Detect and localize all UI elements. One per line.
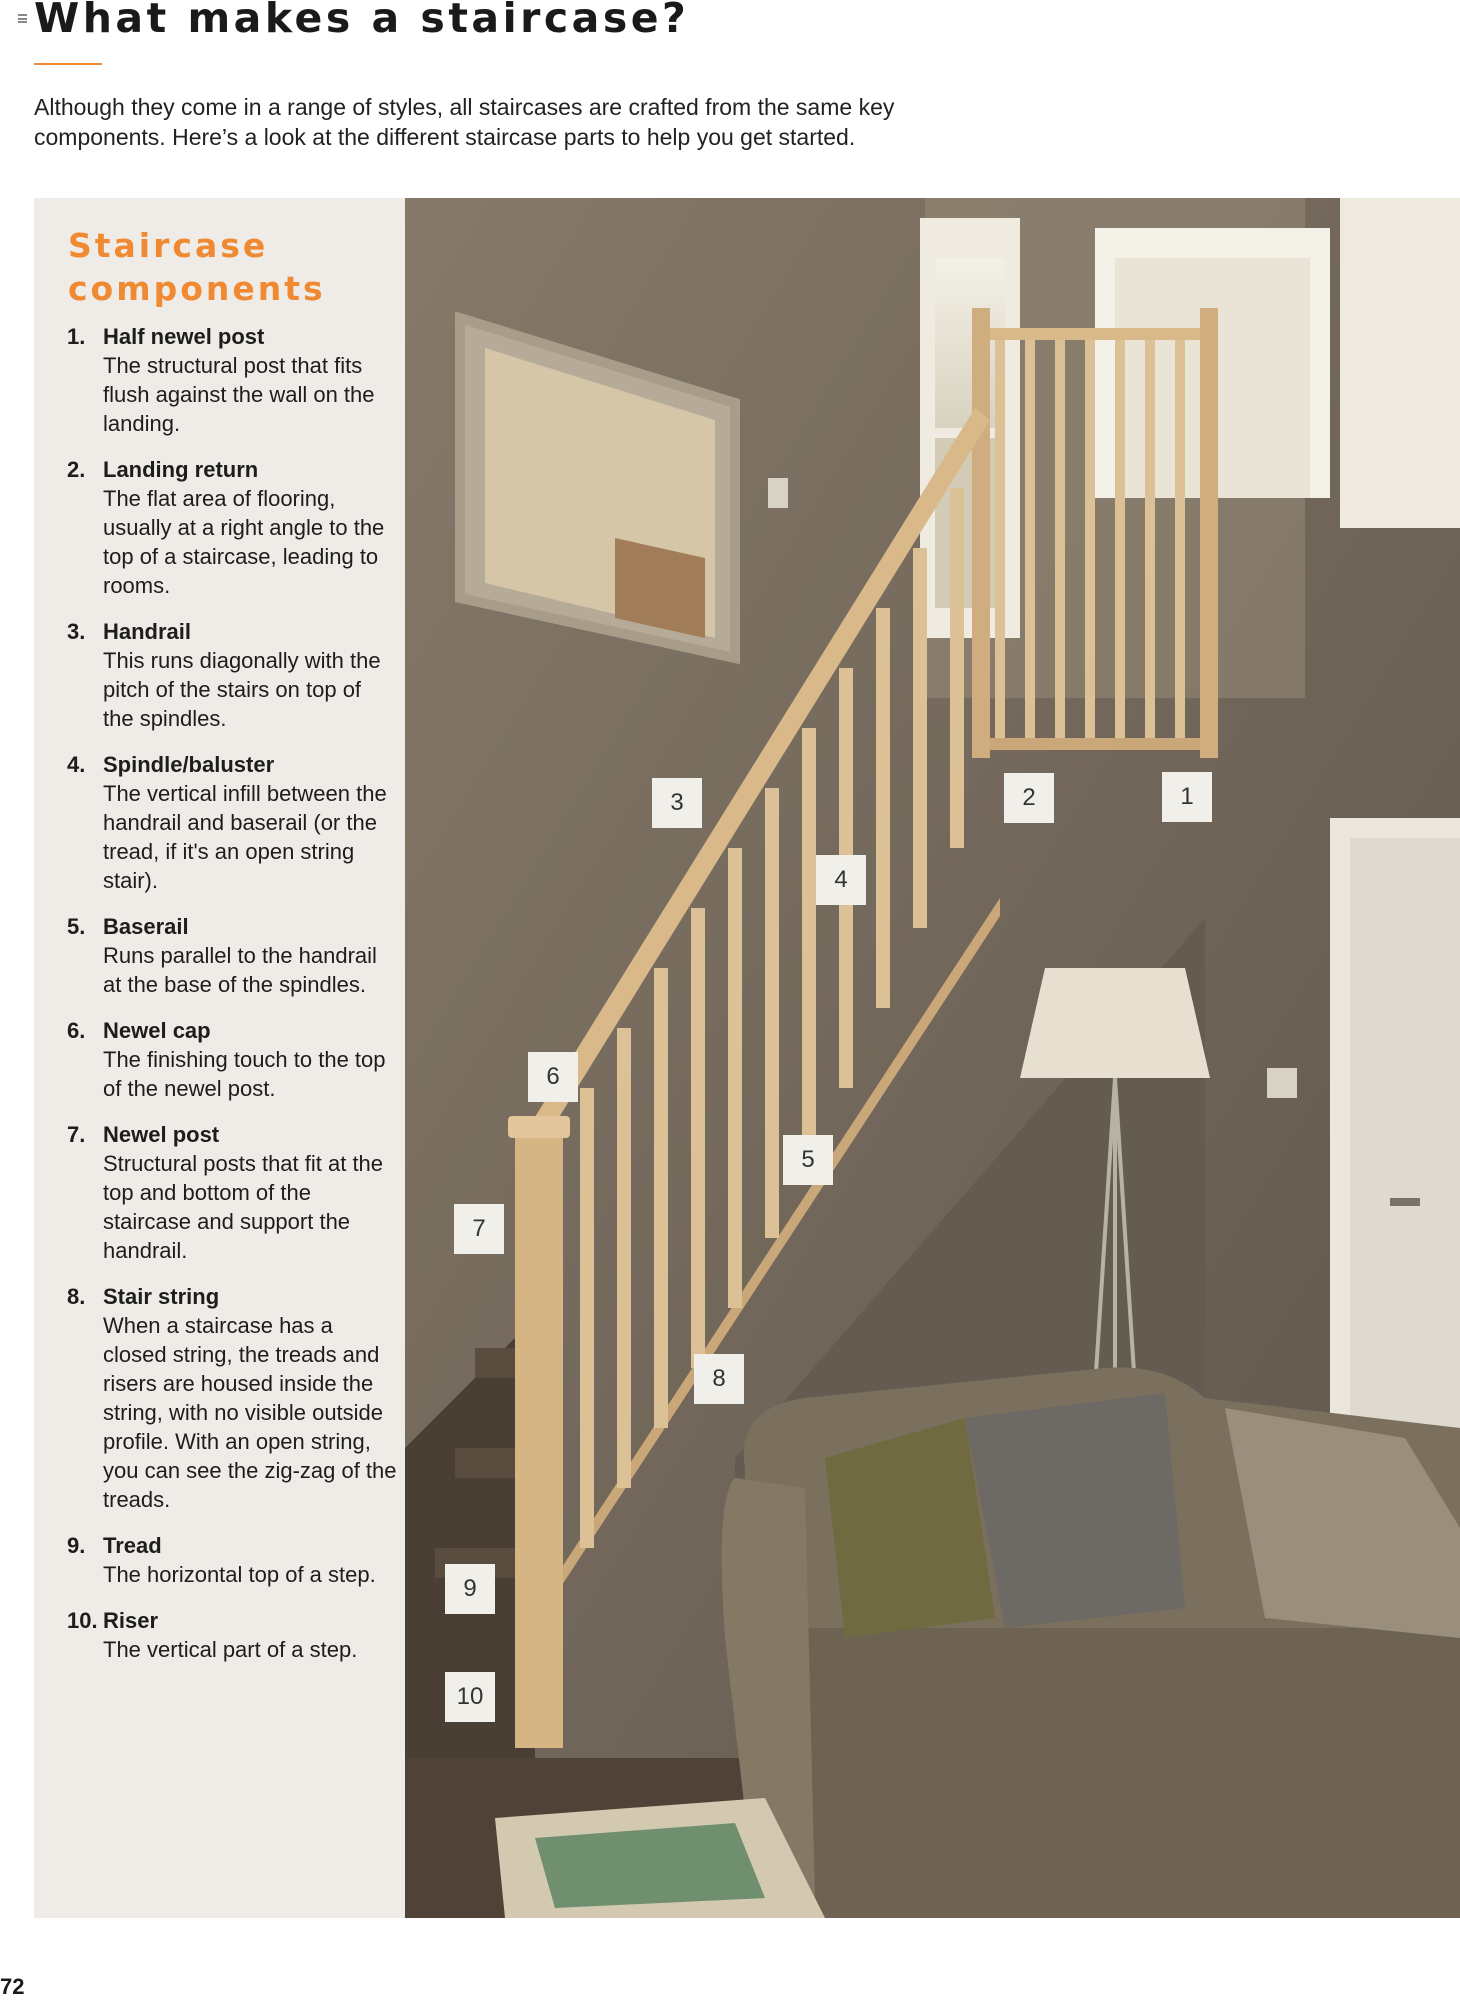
photo-label: 6 bbox=[528, 1052, 578, 1102]
component-item bbox=[67, 322, 397, 438]
component-item bbox=[67, 912, 397, 999]
photo-label: 7 bbox=[454, 1204, 504, 1254]
photo-label: 1 bbox=[1162, 772, 1212, 822]
component-description: The flat area of flooring, usually at a right angle to the top of a staircase, leading to rooms. bbox=[103, 486, 385, 598]
component-item bbox=[67, 750, 397, 895]
page-title: What makes a staircase? bbox=[34, 0, 690, 42]
component-item bbox=[67, 1282, 397, 1514]
component-number: 7. bbox=[67, 1122, 86, 1147]
component-name: Baserail bbox=[103, 914, 189, 939]
component-name: Newel cap bbox=[103, 1018, 211, 1043]
component-item bbox=[67, 1606, 397, 1664]
photo-label: 10 bbox=[445, 1672, 495, 1722]
component-number: 10. bbox=[67, 1608, 98, 1633]
component-description: The vertical infill between the handrail and baserail (or the tread, if it's an open string stair). bbox=[103, 781, 387, 893]
component-name: Spindle/baluster bbox=[103, 752, 275, 777]
component-description: Runs parallel to the handrail at the base of the spindles. bbox=[103, 943, 377, 997]
staircase-photo bbox=[405, 198, 1460, 1918]
component-description: The vertical part of a step. bbox=[103, 1637, 358, 1662]
component-description: This runs diagonally with the pitch of the stairs on top of the spindles. bbox=[103, 648, 381, 731]
menu-icon[interactable] bbox=[18, 14, 27, 23]
component-number: 6. bbox=[67, 1018, 86, 1043]
component-name: Stair string bbox=[103, 1284, 220, 1309]
photo-label: 3 bbox=[652, 778, 702, 828]
panel-title: Staircase components bbox=[68, 226, 326, 308]
component-number: 3. bbox=[67, 619, 86, 644]
component-name: Riser bbox=[103, 1608, 159, 1633]
component-name: Tread bbox=[103, 1533, 162, 1558]
component-number: 5. bbox=[67, 914, 86, 939]
photo-label: 2 bbox=[1004, 773, 1054, 823]
component-name: Landing return bbox=[103, 457, 259, 482]
component-description: When a staircase has a closed string, the treads and risers are housed inside the string, with no visible outside profile. With an open string, you can see the zig-zag of the treads. bbox=[103, 1313, 397, 1512]
component-description: Structural posts that fit at the top and bottom of the staircase and support the handrail. bbox=[103, 1151, 384, 1263]
components-panel bbox=[34, 198, 405, 1918]
component-name: Half newel post bbox=[103, 324, 265, 349]
title-underline bbox=[34, 63, 102, 65]
component-number: 8. bbox=[67, 1284, 86, 1309]
component-item bbox=[67, 1016, 397, 1103]
component-description: The horizontal top of a step. bbox=[103, 1562, 376, 1587]
component-number: 9. bbox=[67, 1533, 86, 1558]
photo-label: 8 bbox=[694, 1354, 744, 1404]
component-name: Newel post bbox=[103, 1122, 220, 1147]
component-item bbox=[67, 1531, 397, 1589]
components-list bbox=[67, 322, 397, 1681]
component-description: The finishing touch to the top of the newel post. bbox=[103, 1047, 386, 1101]
intro-text: Although they come in a range of styles, all staircases are crafted from the same key components. Here’s a look at the different staircase parts to help you get started. bbox=[34, 94, 895, 150]
photo-label: 9 bbox=[445, 1564, 495, 1614]
component-number: 1. bbox=[67, 324, 86, 349]
photo-label: 4 bbox=[816, 855, 866, 905]
component-name: Handrail bbox=[103, 619, 192, 644]
component-item bbox=[67, 617, 397, 733]
component-description: The structural post that fits flush against the wall on the landing. bbox=[103, 353, 375, 436]
component-number: 2. bbox=[67, 457, 86, 482]
component-item bbox=[67, 455, 397, 600]
photo-label: 5 bbox=[783, 1135, 833, 1185]
page-number: 72 bbox=[0, 1974, 25, 1999]
component-item bbox=[67, 1120, 397, 1265]
component-number: 4. bbox=[67, 752, 86, 777]
